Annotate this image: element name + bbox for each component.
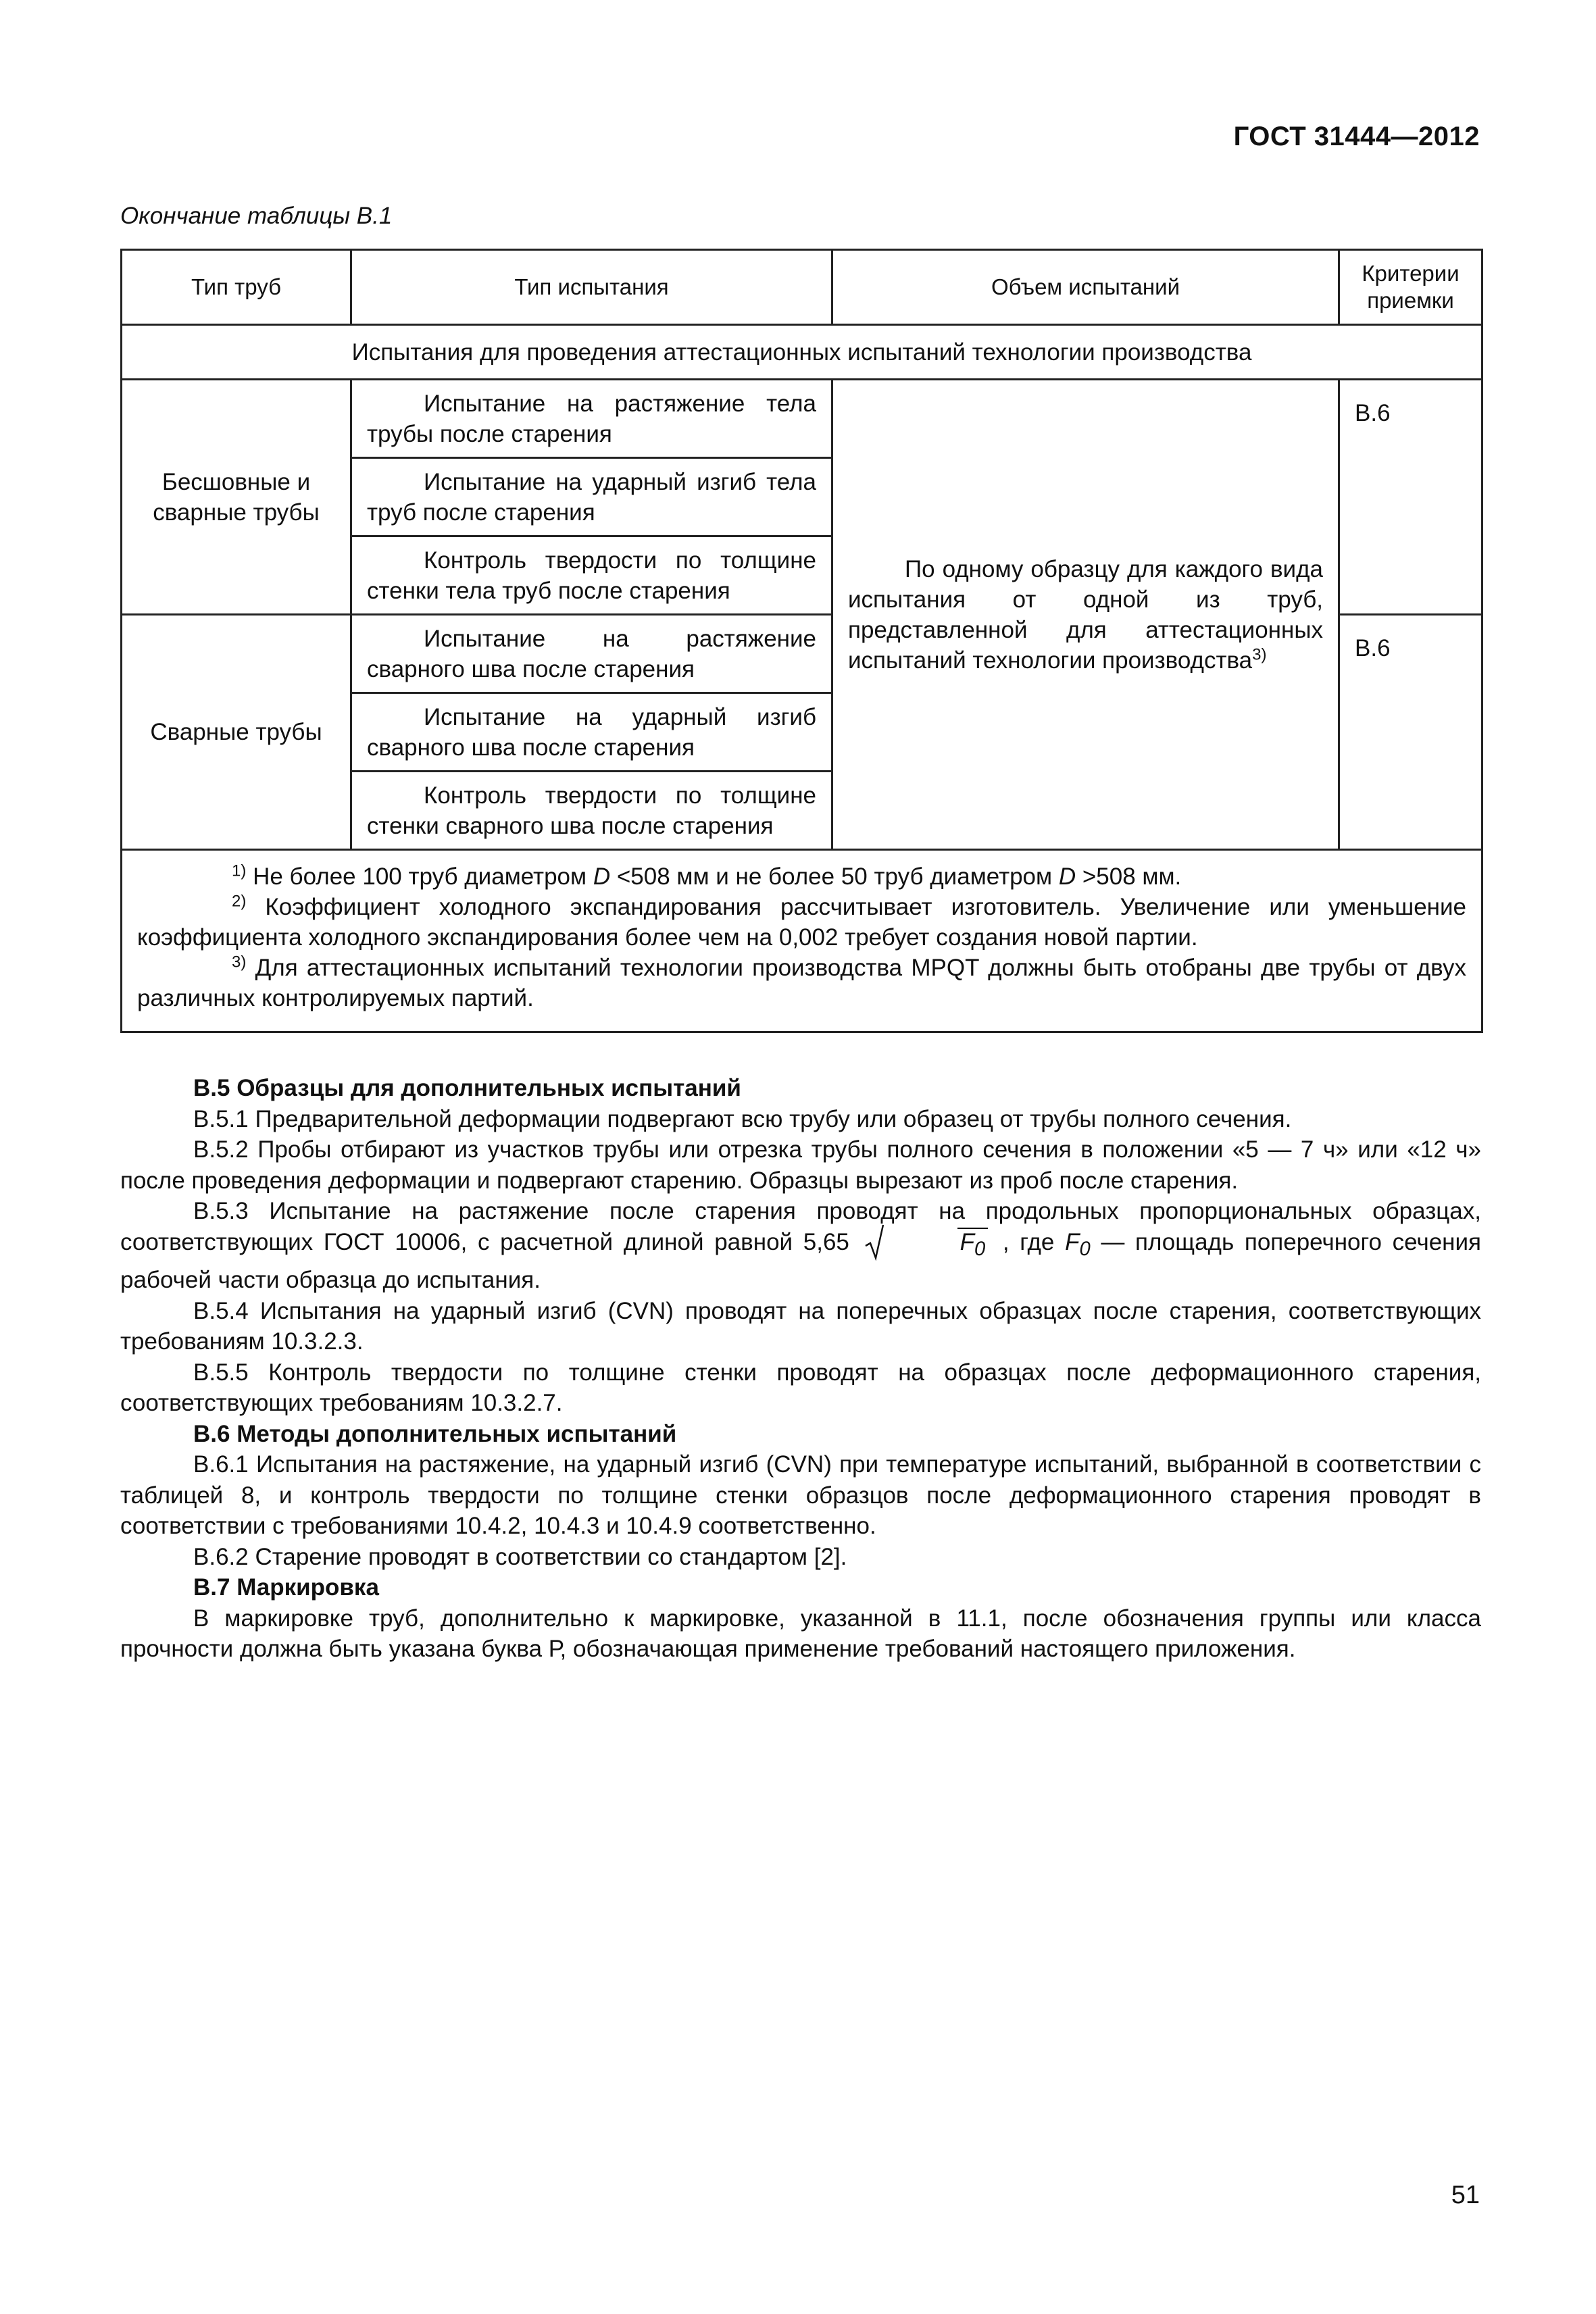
table-notes-row [122, 850, 1482, 1032]
paragraph-text: — площадь поперечного сечения рабочей части образца до испытания. [120, 1228, 1481, 1293]
footnote-text: <508 мм и не более 50 труб диаметром [610, 863, 1059, 890]
paragraph-b5-3 [120, 1196, 1481, 1296]
footnote-variable: D [1058, 863, 1076, 890]
footnote [137, 892, 1466, 953]
paragraph-text: В.5.3 Испытание на растяжение после старения проводят на продольных пропорциональных образцах, соответствующих ГОСТ 10006, с расчетной длиной равной 5,65 [120, 1198, 1481, 1255]
acceptance-criteria-cell: В.6 [1339, 615, 1482, 850]
column-header-test-type: Тип испытания [351, 250, 832, 325]
table-header-row [122, 250, 1482, 325]
footnote-text: Коэффициент холодного экспандирования рассчитывает изготовитель. Увеличение или уменьшение коэффициента холодного экспандирования более чем на 0,002 требует создания новой партии. [137, 894, 1466, 951]
tests-table [120, 249, 1483, 1033]
paragraph-b6-2: В.6.2 Старение проводят в соответствии со стандартом [2]. [193, 1543, 847, 1570]
test-volume-text: По одному образцу для каждого вида испытания от одной из труб, представленной для аттестационных испытаний технологии производства [848, 555, 1323, 674]
table-row [122, 380, 1482, 458]
table-section-row [122, 325, 1482, 380]
test-type-cell: Испытание на растяжение сварного шва после старения [351, 615, 832, 693]
footnote-mark: 2) [232, 892, 247, 911]
paragraph-b5-1: В.5.1 Предварительной деформации подвергают всю трубу или образец от трубы полного сечения. [193, 1105, 1292, 1132]
footnote-text: Не более 100 труб диаметром [253, 863, 593, 890]
acceptance-criteria-cell: В.6 [1339, 380, 1482, 615]
body-text [120, 1073, 1481, 1665]
formula-symbol-inline [1065, 1228, 1091, 1260]
formula-symbol: F [1065, 1228, 1080, 1255]
sqrt-formula [864, 1227, 989, 1265]
paragraph-b7: В маркировке труб, дополнительно к маркировке, указанной в 11.1, после обозначения группы или класса прочности должна быть указана буква Р, обозначающая применение требований настоящего приложения. [120, 1605, 1481, 1662]
footnote [137, 953, 1466, 1013]
section-heading-b5: В.5 Образцы для дополнительных испытаний [193, 1075, 741, 1101]
table-section-title: Испытания для проведения аттестационных испытаний технологии производства [122, 325, 1482, 380]
pipe-type-cell: Сварные трубы [122, 615, 351, 850]
section-heading-b7: В.7 Маркировка [193, 1574, 379, 1601]
test-type-cell: Испытание на ударный изгиб сварного шва после старения [351, 693, 832, 772]
footnote-variable: D [593, 863, 611, 890]
section-heading-b6: В.6 Методы дополнительных испытаний [193, 1420, 677, 1447]
formula-radicand [957, 1228, 989, 1260]
formula-symbol: F [959, 1228, 974, 1255]
test-type-cell: Испытание на растяжение тела трубы после старения [351, 380, 832, 458]
footnote-text: >508 мм. [1076, 863, 1182, 890]
sqrt-icon [864, 1223, 884, 1261]
pipe-type-cell: Бесшовные и сварные трубы [122, 380, 351, 615]
paragraph-b5-2: В.5.2 Пробы отбирают из участков трубы или отрезка трубы полного сечения в положении «5 — 7 ч» или «12 ч» после проведения деформации и подвергают старению. Образцы вырезают из проб после старения. [120, 1136, 1481, 1194]
column-header-test-volume: Объем испытаний [832, 250, 1339, 325]
test-type-cell: Контроль твердости по толщине стенки сварного шва после старения [351, 772, 832, 850]
footnote [137, 861, 1466, 892]
formula-subscript: 0 [1079, 1238, 1091, 1260]
table-notes-cell [122, 850, 1482, 1032]
footnote-ref: 3) [1252, 645, 1267, 663]
paragraph-b5-5: В.5.5 Контроль твердости по толщине стенки проводят на образцах после деформационного старения, соответствующих требованиям 10.3.2.7. [120, 1359, 1481, 1416]
footnote-mark: 1) [232, 861, 247, 880]
column-header-acceptance-criteria: Критерии приемки [1339, 250, 1482, 325]
formula-subscript: 0 [974, 1238, 986, 1260]
document-standard-number: ГОСТ 31444—2012 [1233, 122, 1480, 151]
column-header-pipe-type: Тип труб [122, 250, 351, 325]
footnote-text: Для аттестационных испытаний технологии производства MPQT должны быть отобраны две трубы от двух различных контролируемых партий. [137, 955, 1466, 1011]
test-type-cell: Контроль твердости по толщине стенки тела труб после старения [351, 536, 832, 615]
paragraph-b6-1: В.6.1 Испытания на растяжение, на ударный изгиб (CVN) при температуре испытаний, выбранной в соответствии с таблицей 8, и контроль твердости по толщине стенки образцов после деформационного старения проводят в соответствии с требованиями 10.4.2, 10.4.3 и 10.4.9 соответственно. [120, 1451, 1481, 1539]
test-volume-cell [832, 380, 1339, 850]
page-number: 51 [1451, 2181, 1480, 2209]
table-caption: Окончание таблицы В.1 [120, 203, 393, 229]
test-type-cell: Испытание на ударный изгиб тела труб после старения [351, 458, 832, 536]
footnote-mark: 3) [232, 953, 247, 972]
paragraph-text: , где [1002, 1228, 1055, 1255]
paragraph-b5-4: В.5.4 Испытания на ударный изгиб (CVN) проводят на поперечных образцах после старения, соответствующих требованиям 10.3.2.3. [120, 1297, 1481, 1355]
